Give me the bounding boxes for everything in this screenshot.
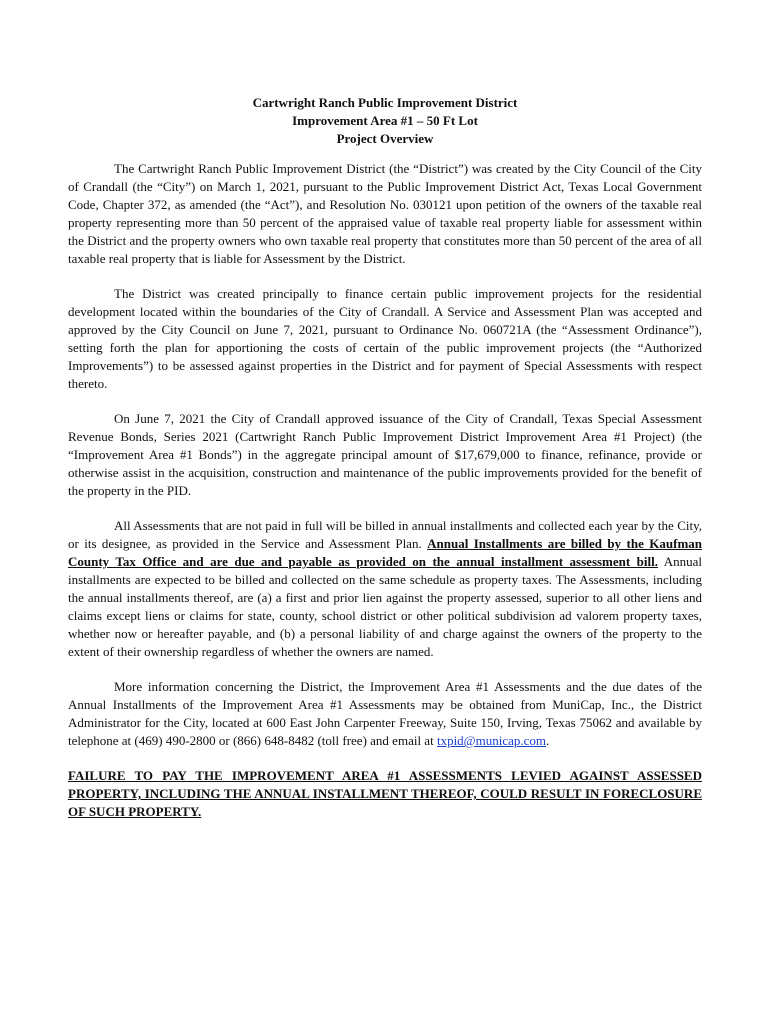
area-subtitle: Improvement Area #1 – 50 Ft Lot — [292, 113, 478, 128]
assessments-intro-text: All Assessments that are not paid in full will be billed in annual installments and collected each year by the City, or its designee, as provided in the Service and Assessment Plan. — [68, 518, 702, 551]
email-link[interactable]: txpid@municap.com — [436, 733, 547, 748]
contact-end-text: . — [546, 733, 550, 748]
district-title: Cartwright Ranch Public Improvement District — [252, 95, 518, 110]
overview-title: Project Overview — [336, 131, 434, 146]
paragraph-contact-info — [68, 678, 702, 750]
contact-text: More information concerning the District, the Improvement Area #1 Assessments and the due dates of the Annual Installments of the Improvement Area #1 Assessments may be obtained from MuniCap, Inc., the District Administrator for the City, located at 600 East John Carpenter Freeway, Suite 150, Irving, Texas 75062 and available by telephone at (469) 490-2800 or (866) 648-8482 (toll free) and email at — [68, 679, 702, 748]
document-page — [68, 94, 702, 821]
foreclosure-warning: FAILURE TO PAY THE IMPROVEMENT AREA #1 ASSESSMENTS LEVIED AGAINST ASSESSED PROPERTY, INCLUDING THE ANNUAL INSTALLMENT THEREOF, COULD RESULT IN FORECLOSURE OF SUCH PROPERTY. — [68, 768, 702, 819]
paragraph-district-purpose: The District was created principally to finance certain public improvement projects for the residential development located within the boundaries of the City of Crandall. A Service and Assessment Plan was accepted and approved by the City Council on June 7, 2021, pursuant to Ordinance No. 060721A (the “Assessment Ordinance”), setting forth the plan for apportioning the costs of certain of the public improvement projects (the “Authorized Improvements”) to be assessed against properties in the District and for payment of Special Assessments with respect thereto. — [68, 286, 702, 391]
paragraph-district-creation: The Cartwright Ranch Public Improvement District (the “District”) was created by the City Council of the City of Crandall (the “City”) on March 1, 2021, pursuant to the Public Improvement District Act, Texas Local Government Code, Chapter 372, as amended (the “Act”), and Resolution No. 030121 upon petition of the owners of the taxable real property representing more than 50 percent of the appraised value of taxable real property liable for assessment within the District and the property owners who own taxable real property that constitutes more than 50 percent of the area of all taxable real property that is liable for Assessment by the District. — [68, 161, 702, 266]
paragraph-bond-issuance: On June 7, 2021 the City of Crandall approved issuance of the City of Crandall, Texas Special Assessment Revenue Bonds, Series 2021 (Cartwright Ranch Public Improvement District Improvement Area #1 Project) (the “Improvement Area #1 Bonds”) in the aggregate principal amount of $17,679,000 to finance, refinance, provide or otherwise assist in the acquisition, construction and maintenance of the public improvements provided for the benefit of the property in the PID. — [68, 411, 702, 498]
paragraph-assessments — [68, 517, 702, 661]
annual-installments-notice: Annual Installments are billed by the Kaufman County Tax Office and are due and payable as provided on the annual installment assessment bill. — [68, 536, 702, 569]
assessments-detail-text: Annual installments are expected to be billed and collected on the same schedule as property taxes. The Assessments, including the annual installments thereof, are (a) a first and prior lien against the property assessed, superior to all other liens and claims except liens or claims for state, county, school district or other political subdivision ad valorem property taxes, whether now or hereafter payable, and (b) a personal liability of and charge against the owners of the property to the extent of their ownership regardless of whether the owners are named. — [68, 554, 702, 659]
document-header — [68, 94, 702, 148]
